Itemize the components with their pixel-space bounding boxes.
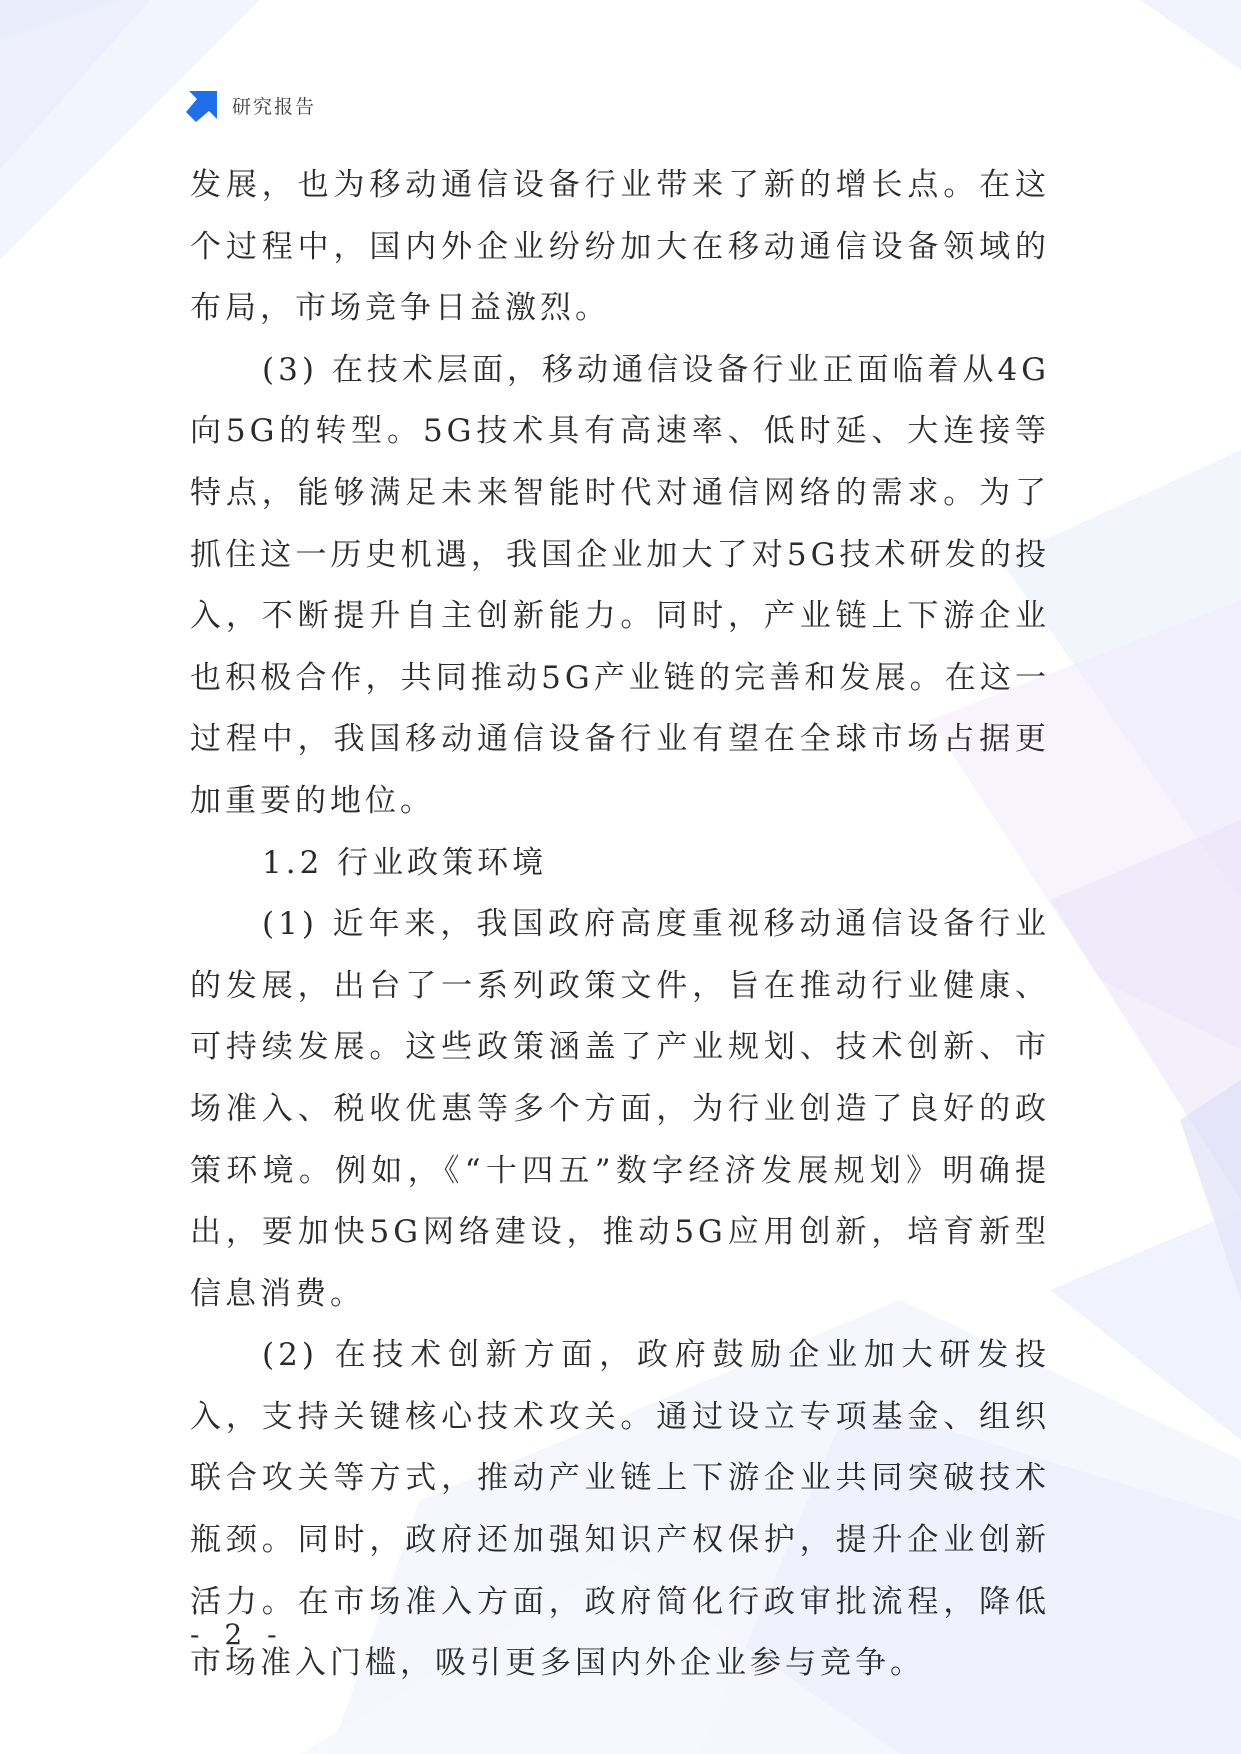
paragraph-policy-1: (1) 近年来，我国政府高度重视移动通信设备行业的发展，出台了一系列政策文件，旨在推动行业健康、可持续发展。这些政策涵盖了产业规划、技术创新、市场准入、税收优惠等多个方面，为行业创造了良好的政策环境。例如，《“十四五”数字经济发展规划》明确提出，要加快5G网络建设，推动5G应用创新，培育新型信息消费。 bbox=[190, 906, 1050, 1312]
paragraph-continued: 发展，也为移动通信设备行业带来了新的增长点。在这个过程中，国内外企业纷纷加大在移动通信设备领域的布局，市场竞争日益激烈。 bbox=[190, 167, 1050, 327]
header-title: 研究报告 bbox=[232, 95, 317, 118]
report-header bbox=[186, 88, 316, 122]
section-heading: 1.2 行业政策环境 bbox=[262, 844, 548, 881]
paragraph-tech-level: (3) 在技术层面，移动通信设备行业正面临着从4G向5G的转型。5G技术具有高速率、低时延、大连接等特点，能够满足未来智能时代对通信网络的需求。为了抓住这一历史机遇，我国企业加大了对5G技术研发的投入，不断提升自主创新能力。同时，产业链上下游企业也积极合作，共同推动5G产业链的完善和发展。在这一过程中，我国移动通信设备行业有望在全球市场占据更加重要的地位。 bbox=[190, 351, 1050, 819]
arrow-up-right-icon bbox=[186, 88, 220, 122]
paragraph-policy-2: (2) 在技术创新方面，政府鼓励企业加大研发投入，支持关键核心技术攻关。通过设立专项基金、组织联合攻关等方式，推动产业链上下游企业共同突破技术瓶颈。同时，政府还加强知识产权保护，提升企业创新活力。在市场准入方面，政府简化行政审批流程，降低市场准入门槛，吸引更多国内外企业参与竞争。 bbox=[190, 1337, 1050, 1682]
page-number: - 2 - bbox=[190, 1618, 285, 1651]
document-body bbox=[190, 155, 1050, 1695]
